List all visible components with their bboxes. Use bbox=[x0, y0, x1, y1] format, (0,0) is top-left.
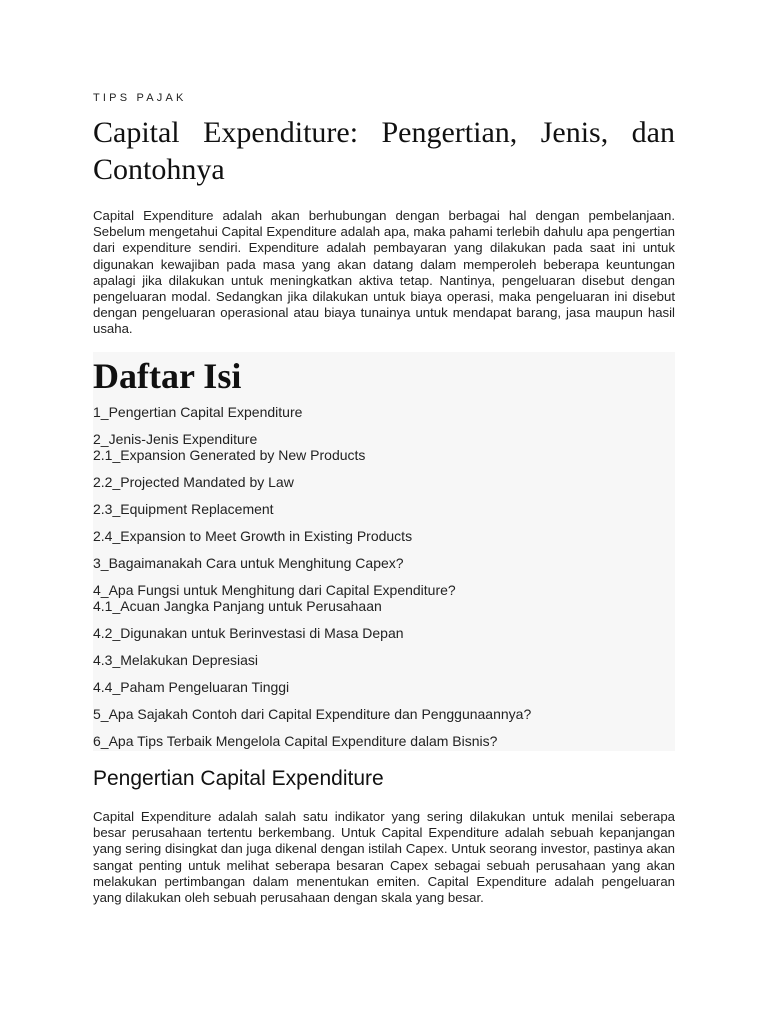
toc-item[interactable]: 4_Apa Fungsi untuk Menghitung dari Capital Expenditure? bbox=[93, 582, 456, 598]
section-heading: Pengertian Capital Expenditure bbox=[93, 767, 384, 790]
toc-item-number: 4.2 bbox=[93, 625, 113, 641]
toc-item-label[interactable]: Jenis-Jenis Expenditure bbox=[108, 431, 258, 447]
toc-item[interactable]: 2.3_Equipment Replacement bbox=[93, 501, 274, 517]
toc-item-number: 2.1 bbox=[93, 447, 113, 463]
toc-item-number: 2 bbox=[93, 431, 101, 447]
toc-item-label[interactable]: Bagaimanakah Cara untuk Menghitung Capex? bbox=[108, 555, 404, 571]
toc-item-label[interactable]: Expansion to Meet Growth in Existing Products bbox=[120, 528, 413, 544]
toc-item-label[interactable]: Apa Sajakah Contoh dari Capital Expenditure dan Penggunaannya? bbox=[108, 706, 532, 722]
toc-item-number: 4.4 bbox=[93, 679, 113, 695]
section-paragraph: Capital Expenditure adalah salah satu indikator yang sering dilakukan untuk menilai seberapa besar perusahaan tertentu berkembang. Untuk Capital Expenditure adalah sebuah kepanjangan yang sering disingkat dan juga dikenal dengan istilah Capex. Untuk seorang investor, pastinya akan sangat penting untuk melihat seberapa besaran Capex sebagai sebuah perusahaan yang akan melakukan pertimbangan dalam menentukan emiten. Capital Expenditure adalah pengeluaran yang dilakukan oleh sebuah perusahaan dengan skala yang besar. bbox=[93, 809, 675, 906]
toc-item-number: 6 bbox=[93, 733, 101, 749]
toc-item[interactable]: 4.4_Paham Pengeluaran Tinggi bbox=[93, 679, 290, 695]
toc-item[interactable]: 2_Jenis-Jenis Expenditure bbox=[93, 431, 258, 447]
toc-item-label[interactable]: Acuan Jangka Panjang untuk Perusahaan bbox=[120, 598, 382, 614]
toc-item-label[interactable]: Apa Tips Terbaik Mengelola Capital Expenditure dalam Bisnis? bbox=[108, 733, 498, 749]
toc-item-label[interactable]: Melakukan Depresiasi bbox=[120, 652, 258, 668]
toc-heading: Daftar Isi bbox=[93, 356, 242, 396]
toc-item[interactable]: 2.1_Expansion Generated by New Products bbox=[93, 447, 366, 463]
toc-item-label[interactable]: Expansion Generated by New Products bbox=[120, 447, 366, 463]
toc-item[interactable]: 2.4_Expansion to Meet Growth in Existing Products bbox=[93, 528, 413, 544]
toc-item[interactable]: 1_Pengertian Capital Expenditure bbox=[93, 404, 303, 420]
article-title: Capital Expenditure: Pengertian, Jenis, dan Contohnya bbox=[93, 116, 675, 186]
toc-item-number: 5 bbox=[93, 706, 101, 722]
toc-item-number: 3 bbox=[93, 555, 101, 571]
toc-item[interactable]: 6_Apa Tips Terbaik Mengelola Capital Expenditure dalam Bisnis? bbox=[93, 733, 498, 749]
toc-item-number: 1 bbox=[93, 404, 101, 420]
toc-item-label[interactable]: Digunakan untuk Berinvestasi di Masa Depan bbox=[120, 625, 404, 641]
toc-item[interactable]: 4.3_Melakukan Depresiasi bbox=[93, 652, 258, 668]
toc-item-number: 2.2 bbox=[93, 474, 113, 490]
toc-item-number: 2.4 bbox=[93, 528, 113, 544]
toc-item[interactable]: 5_Apa Sajakah Contoh dari Capital Expenditure dan Penggunaannya? bbox=[93, 706, 532, 722]
toc-item-number: 4 bbox=[93, 582, 101, 598]
category-label[interactable]: TIPS PAJAK bbox=[93, 92, 187, 104]
toc-item[interactable]: 2.2_Projected Mandated by Law bbox=[93, 474, 294, 490]
toc-item-number: 4.3 bbox=[93, 652, 113, 668]
toc-item[interactable]: 4.2_Digunakan untuk Berinvestasi di Masa Depan bbox=[93, 625, 404, 641]
toc-item-number: 2.3 bbox=[93, 501, 113, 517]
toc-item[interactable]: 4.1_Acuan Jangka Panjang untuk Perusahaan bbox=[93, 598, 382, 614]
toc-item-label[interactable]: Pengertian Capital Expenditure bbox=[108, 404, 303, 420]
intro-paragraph: Capital Expenditure adalah akan berhubungan dengan berbagai hal dengan pembelanjaan. Sebelum mengetahui Capital Expenditure adalah apa, maka pahami terlebih dahulu apa pengertian dari expenditure sendiri. Expenditure adalah pembayaran yang dilakukan pada saat ini untuk digunakan kewajiban pada masa yang akan datang dalam memperoleh beberapa keuntungan apalagi jika dilakukan untuk meningkatkan aktiva tetap. Nantinya, pengeluaran disebut dengan pengeluaran modal. Sedangkan jika dilakukan untuk biaya operasi, maka pengeluaran ini disebut dengan pengeluaran operasional atau biaya tunainya untuk mendapat barang, jasa maupun hasil usaha. bbox=[93, 208, 675, 337]
toc-item-number: 4.1 bbox=[93, 598, 113, 614]
toc-item-label[interactable]: Paham Pengeluaran Tinggi bbox=[120, 679, 290, 695]
toc-item-label[interactable]: Equipment Replacement bbox=[120, 501, 274, 517]
toc-item-label[interactable]: Projected Mandated by Law bbox=[120, 474, 294, 490]
table-of-contents bbox=[93, 352, 675, 751]
toc-item[interactable]: 3_Bagaimanakah Cara untuk Menghitung Capex? bbox=[93, 555, 404, 571]
toc-item-label[interactable]: Apa Fungsi untuk Menghitung dari Capital Expenditure? bbox=[108, 582, 456, 598]
